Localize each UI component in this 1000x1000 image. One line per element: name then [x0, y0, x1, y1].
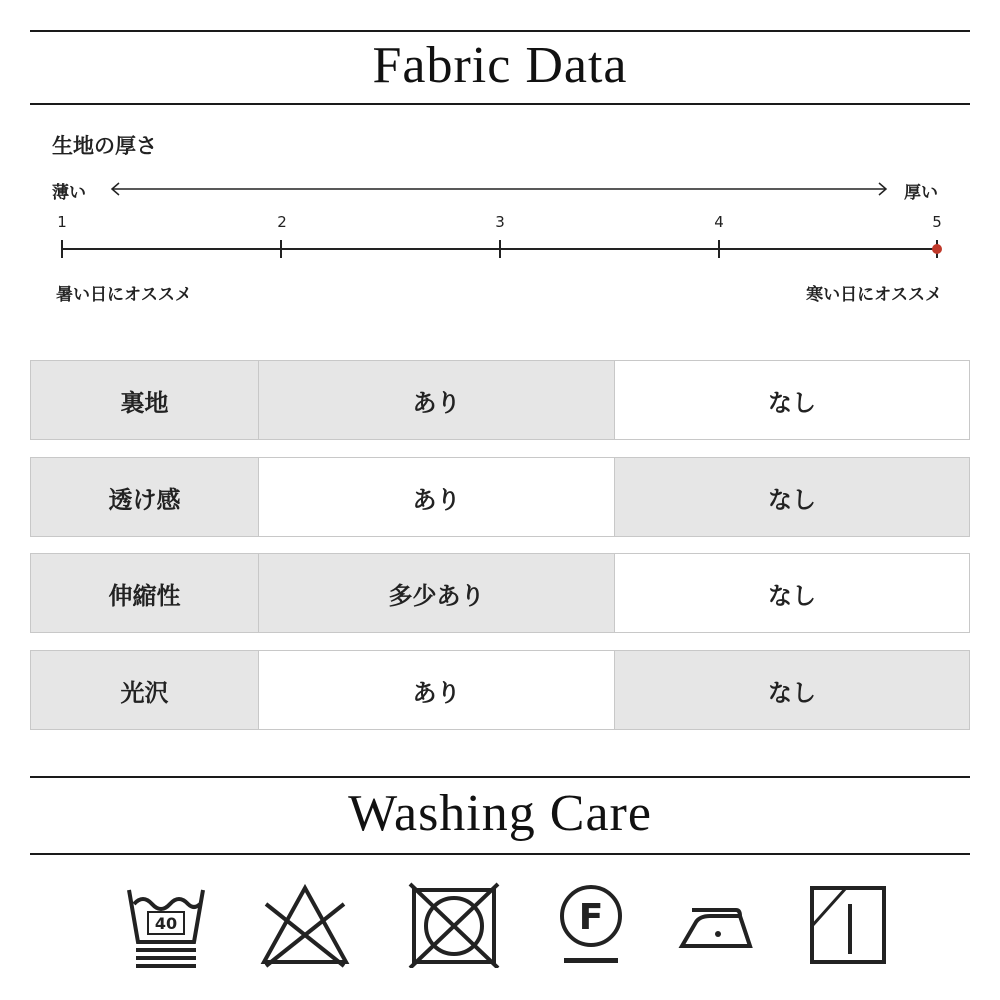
svg-text:40: 40 — [154, 914, 178, 933]
scale-tick-2 — [280, 240, 282, 258]
property-row-stretch — [30, 553, 970, 633]
property-option-2: なし — [615, 458, 969, 536]
fabric-data-title: Fabric Data — [372, 37, 628, 94]
scale-number-1: 1 — [57, 213, 67, 231]
property-name: 伸縮性 — [31, 554, 259, 632]
line-dry-shade-icon — [808, 882, 888, 968]
property-option-1: 多少あり — [259, 554, 615, 632]
property-name: 裏地 — [31, 361, 259, 439]
property-name: 光沢 — [31, 651, 259, 729]
property-option-1: あり — [259, 361, 615, 439]
property-row-sheerness — [30, 457, 970, 537]
svg-text:F: F — [578, 897, 604, 938]
scale-tick-4 — [718, 240, 720, 258]
thickness-title: 生地の厚さ — [52, 134, 157, 158]
scale-number-4: 4 — [714, 213, 724, 231]
property-row-lining — [30, 360, 970, 440]
scale-tick-1 — [61, 240, 63, 258]
scale-number-3: 3 — [495, 213, 505, 231]
hot-day-note: 暑い日にオススメ — [56, 285, 192, 305]
property-option-1: あり — [259, 458, 615, 536]
wash-tub-40-icon — [126, 882, 206, 968]
washing-top-divider — [30, 776, 970, 778]
property-name: 透け感 — [31, 458, 259, 536]
thick-label: 厚い — [904, 183, 938, 203]
property-option-1: あり — [259, 651, 615, 729]
top-divider — [30, 30, 970, 32]
property-option-2: なし — [615, 651, 969, 729]
washing-title-divider — [30, 853, 970, 855]
scale-tick-3 — [499, 240, 501, 258]
cold-day-note: 寒い日にオススメ — [806, 285, 942, 305]
property-row-gloss — [30, 650, 970, 730]
washing-care-title: Washing Care — [348, 785, 652, 842]
scale-number-2: 2 — [277, 213, 287, 231]
dry-clean-f-icon — [558, 882, 624, 968]
thickness-arrow — [104, 179, 904, 199]
property-option-2: なし — [768, 581, 816, 610]
thickness-marker — [932, 244, 942, 254]
thin-label: 薄い — [52, 183, 86, 203]
fabric-title-divider — [30, 103, 970, 105]
do-not-tumble-dry-icon — [408, 882, 500, 968]
iron-low-icon — [678, 882, 754, 968]
property-option-2: なし — [768, 388, 816, 417]
do-not-bleach-icon — [260, 882, 350, 968]
scale-number-5: 5 — [932, 213, 942, 231]
